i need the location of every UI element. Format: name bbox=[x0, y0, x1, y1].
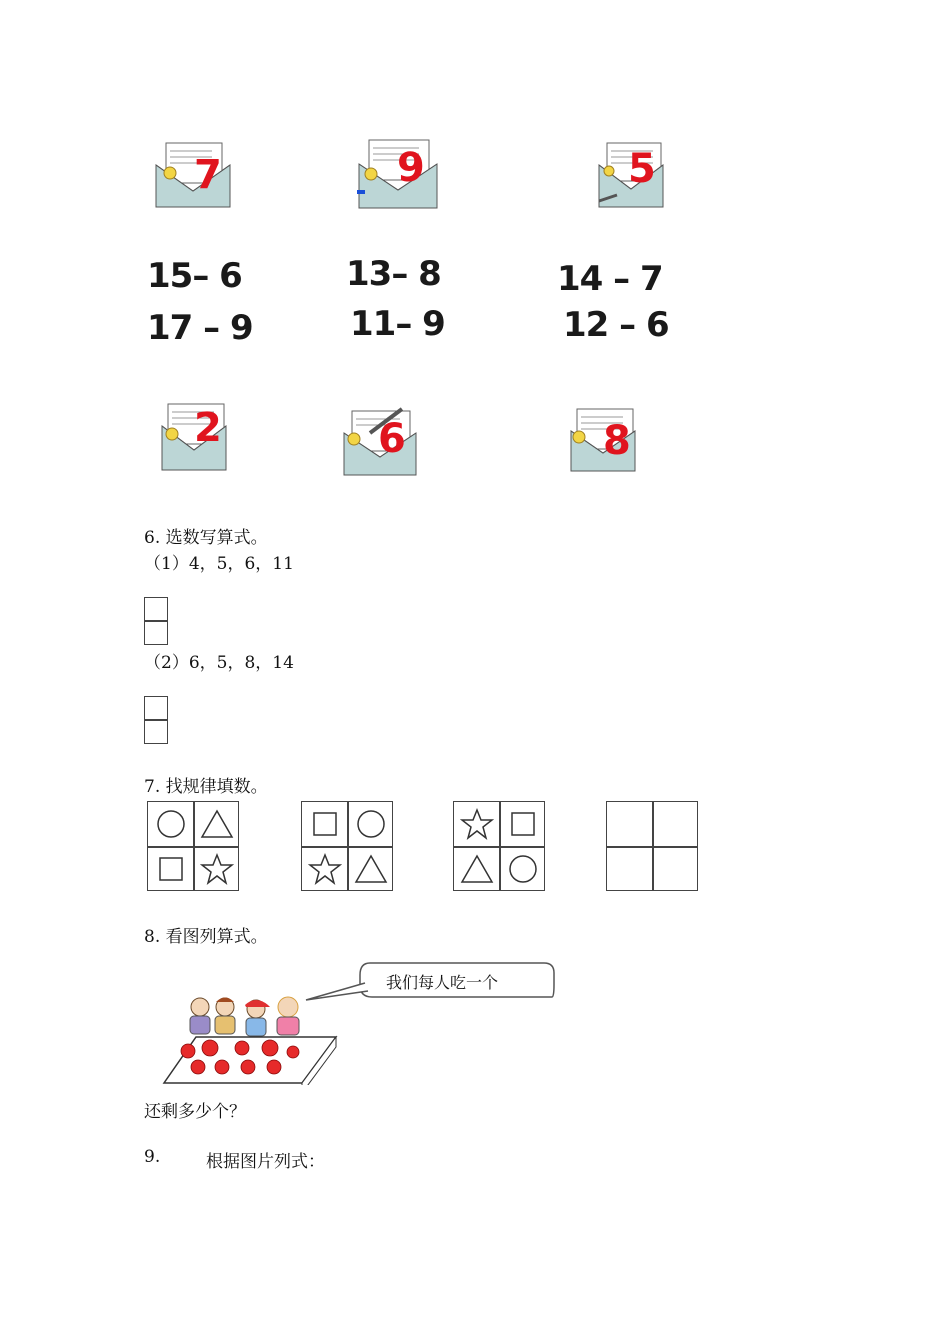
expression: 14 – 7 bbox=[557, 259, 663, 299]
expression: 12 – 6 bbox=[563, 305, 669, 345]
square-icon bbox=[302, 802, 347, 846]
question-9-number: 9. bbox=[144, 1147, 161, 1167]
circle-icon bbox=[148, 802, 193, 846]
answer-box[interactable] bbox=[144, 720, 168, 744]
star-icon bbox=[194, 847, 239, 891]
circle-icon bbox=[348, 802, 393, 846]
envelope-5 bbox=[595, 135, 685, 215]
pattern-grid bbox=[147, 801, 239, 891]
question-8-title: 8. 看图列算式。 bbox=[144, 927, 268, 947]
envelope-2 bbox=[156, 400, 246, 480]
empty-cell[interactable] bbox=[607, 847, 652, 891]
square-icon bbox=[500, 802, 545, 846]
apples-table-illustration bbox=[160, 955, 560, 1085]
expression: 13– 8 bbox=[346, 254, 441, 294]
envelope-number: 7 bbox=[194, 152, 222, 198]
answer-box[interactable] bbox=[144, 621, 168, 645]
envelope-8 bbox=[565, 405, 655, 485]
square-icon bbox=[148, 847, 193, 891]
envelope-number: 9 bbox=[397, 145, 425, 191]
question-6-title: 6. 选数写算式。 bbox=[144, 528, 268, 548]
pattern-grid bbox=[301, 801, 393, 891]
empty-cell[interactable] bbox=[653, 802, 698, 846]
star-icon bbox=[302, 847, 347, 891]
question-6-part2: （2）6，5，8，14 bbox=[144, 653, 294, 673]
question-7-title: 7. 找规律填数。 bbox=[144, 777, 268, 797]
expression: 15– 6 bbox=[147, 256, 242, 296]
empty-cell[interactable] bbox=[607, 802, 652, 846]
pattern-grid bbox=[453, 801, 545, 891]
triangle-icon bbox=[194, 802, 239, 846]
question-6-part1: （1）4，5，6，11 bbox=[144, 554, 294, 574]
question-8-prompt: 还剩多少个？ bbox=[144, 1102, 246, 1122]
question-9-title: 根据图片列式： bbox=[206, 1152, 325, 1172]
envelope-9 bbox=[355, 132, 445, 212]
star-icon bbox=[454, 802, 499, 846]
triangle-icon bbox=[454, 847, 499, 891]
envelope-7 bbox=[152, 135, 242, 215]
answer-box[interactable] bbox=[144, 696, 168, 720]
envelope-6 bbox=[340, 405, 430, 485]
envelope-number: 2 bbox=[194, 405, 222, 451]
envelope-number: 8 bbox=[603, 418, 631, 464]
circle-icon bbox=[500, 847, 545, 891]
expression: 11– 9 bbox=[350, 304, 445, 344]
answer-box[interactable] bbox=[144, 597, 168, 621]
empty-cell[interactable] bbox=[653, 847, 698, 891]
triangle-icon bbox=[348, 847, 393, 891]
envelope-number: 6 bbox=[378, 416, 406, 462]
envelope-number: 5 bbox=[628, 146, 656, 192]
speech-bubble-text: 我们每人吃一个 bbox=[386, 973, 499, 992]
expression: 17 – 9 bbox=[147, 308, 253, 348]
pattern-grid-blank[interactable] bbox=[606, 801, 698, 891]
